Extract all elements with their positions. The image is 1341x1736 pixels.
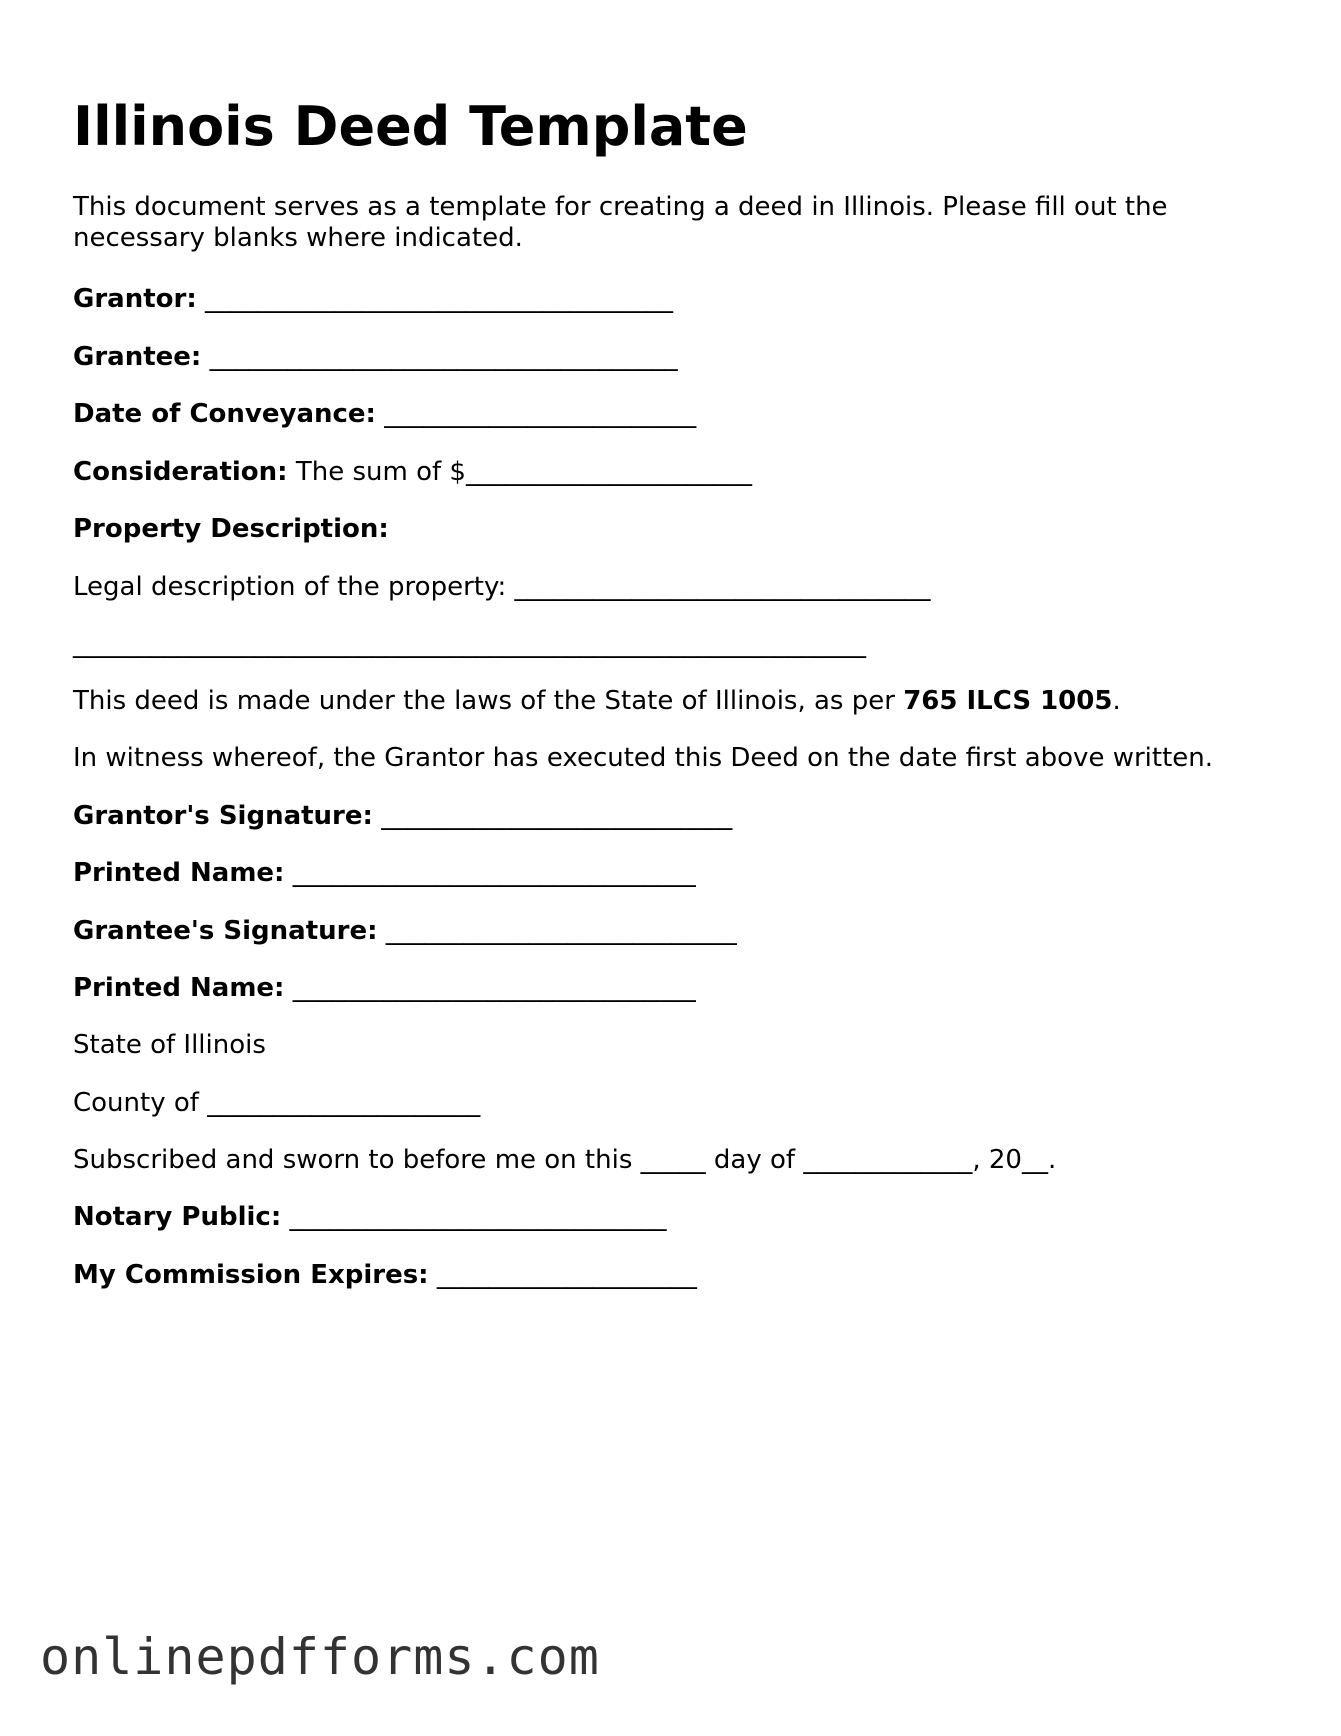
subscribed-end: . <box>1047 1145 1057 1175</box>
grantor-signature-field <box>73 800 732 832</box>
witness-statement: In witness whereof, the Grantor has executed this Deed on the date first above written. <box>73 743 1214 773</box>
grantee-signature-field <box>73 915 737 947</box>
grantor-label: Grantor: <box>73 284 197 314</box>
printed-name-blank-1[interactable]: _______________________________ <box>292 858 696 888</box>
grantor-signature-label: Grantor's Signature: <box>73 801 373 831</box>
grantor-signature-blank[interactable]: ___________________________ <box>381 801 733 831</box>
county-text: County of <box>73 1088 208 1118</box>
county-field <box>73 1087 480 1119</box>
subscribed-day-blank[interactable]: _____ <box>640 1145 706 1175</box>
legal-description-blank[interactable]: ________________________________ <box>514 572 931 602</box>
date-of-conveyance-blank[interactable]: ________________________ <box>384 399 697 429</box>
grantor-blank[interactable]: ____________________________________ <box>205 284 673 314</box>
notary-blank[interactable]: _____________________________ <box>289 1202 667 1232</box>
printed-name-blank-2[interactable]: _______________________________ <box>292 973 696 1003</box>
legal-description-blank-line-2[interactable]: _____________________________________________________________ <box>73 629 866 659</box>
grantee-signature-blank[interactable]: ___________________________ <box>385 916 737 946</box>
subscribed-year-blank[interactable]: __ <box>1021 1145 1048 1175</box>
consideration-blank[interactable]: ______________________ <box>465 457 752 487</box>
commission-label: My Commission Expires: <box>73 1260 429 1290</box>
date-of-conveyance-field <box>73 398 696 430</box>
printed-name-field-2 <box>73 972 696 1004</box>
notary-field <box>73 1201 667 1233</box>
commission-blank[interactable]: ____________________ <box>436 1260 697 1290</box>
county-blank[interactable]: _____________________ <box>207 1088 481 1118</box>
watermark: onlinepdfforms.com <box>40 1628 600 1686</box>
subscribed-line <box>73 1144 1056 1176</box>
page-title: Illinois Deed Template <box>73 95 748 158</box>
laws-statement <box>73 685 1121 717</box>
grantee-signature-label: Grantee's Signature: <box>73 916 378 946</box>
date-of-conveyance-label: Date of Conveyance: <box>73 399 376 429</box>
laws-text: This deed is made under the laws of the State of Illinois, as per <box>73 686 904 716</box>
legal-description-field <box>73 571 930 603</box>
printed-name-field-1 <box>73 857 696 889</box>
subscribed-year-prefix: , 20 <box>972 1145 1022 1175</box>
laws-citation: 765 ILCS 1005 <box>903 686 1113 716</box>
subscribed-month-blank[interactable]: _____________ <box>803 1145 973 1175</box>
commission-field <box>73 1259 697 1291</box>
property-description-heading: Property Description: <box>73 514 389 544</box>
consideration-field <box>73 456 752 488</box>
legal-description-text: Legal description of the property: <box>73 572 515 602</box>
consideration-text: The sum of $ <box>287 457 466 487</box>
grantor-field <box>73 283 673 315</box>
grantee-blank[interactable]: ____________________________________ <box>209 342 678 372</box>
subscribed-mid: day of <box>705 1145 804 1175</box>
intro-paragraph: This document serves as a template for creating a deed in Illinois. Please fill out the necessary blanks where indicated. <box>73 192 1168 253</box>
printed-name-label-1: Printed Name: <box>73 858 285 888</box>
grantee-label: Grantee: <box>73 342 202 372</box>
consideration-label: Consideration: <box>73 457 288 487</box>
grantee-field <box>73 341 678 373</box>
printed-name-label-2: Printed Name: <box>73 973 285 1003</box>
laws-end: . <box>1112 686 1121 716</box>
state-line: State of Illinois <box>73 1030 266 1060</box>
notary-label: Notary Public: <box>73 1202 282 1232</box>
subscribed-text: Subscribed and sworn to before me on this <box>73 1145 641 1175</box>
